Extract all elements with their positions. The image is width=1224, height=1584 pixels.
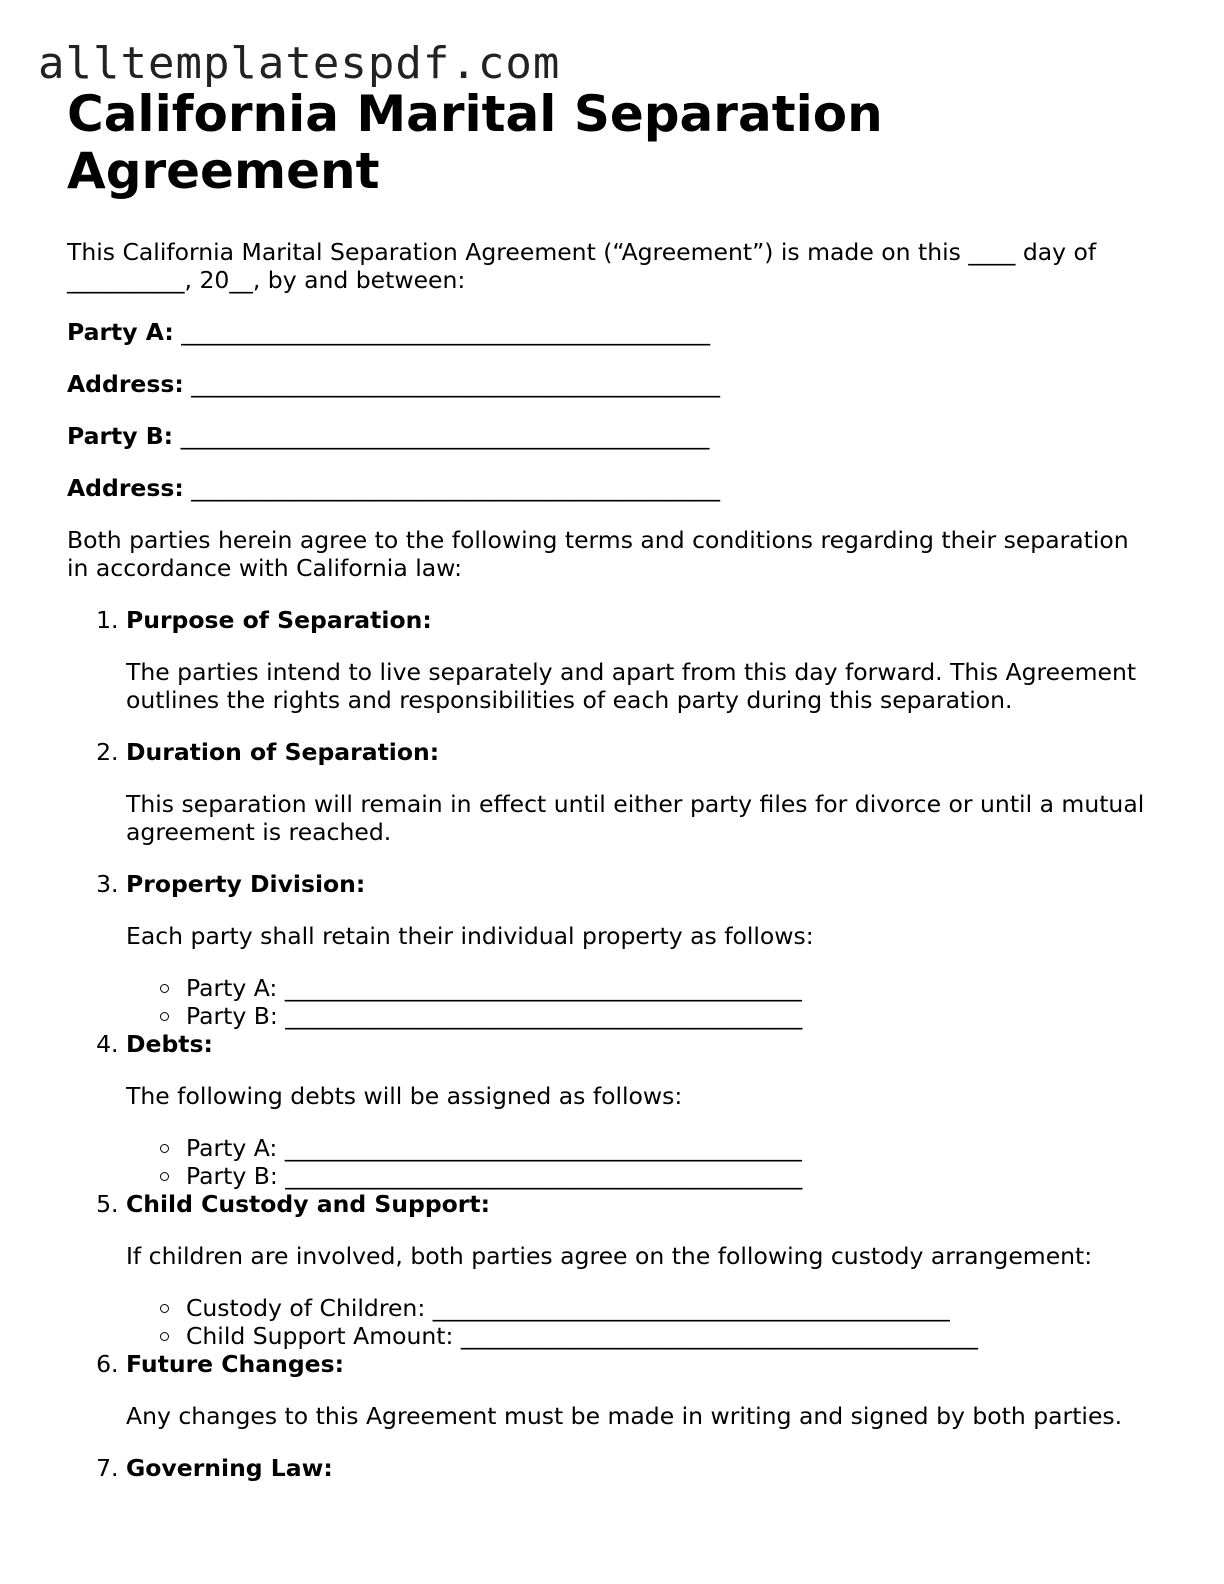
- section-title: 4. Debts:: [126, 1030, 213, 1058]
- section-title: 6. Future Changes:: [126, 1350, 344, 1378]
- section-property-division: [126, 870, 1157, 1030]
- section-body: This separation will remain in effect until either party files for divorce or until a mutual agreement is reached.: [126, 790, 1145, 846]
- section-duration: [126, 738, 1157, 846]
- sections-list: [67, 606, 1157, 1482]
- document: [67, 86, 1157, 1506]
- section-body: Any changes to this Agreement must be made in writing and signed by both parties.: [126, 1402, 1123, 1430]
- section-governing-law: [126, 1454, 1157, 1482]
- section-title: 2. Duration of Separation:: [126, 738, 440, 766]
- party-b-field: [67, 422, 1157, 450]
- list-item: Child Support Amount: ____________________________________________: [186, 1322, 1157, 1350]
- section-body: The following debts will be assigned as follows:: [126, 1082, 683, 1110]
- section-body: If children are involved, both parties agree on the following custody arrangement:: [126, 1242, 1093, 1270]
- party-a-field: [67, 318, 1157, 346]
- list-item: Party A: ____________________________________________: [186, 974, 1157, 1002]
- party-a-address-field: [67, 370, 1157, 398]
- section-child-custody: [126, 1190, 1157, 1350]
- section-title: 1. Purpose of Separation:: [126, 606, 432, 634]
- party-b-address-label: Address:: [67, 474, 184, 502]
- section-debts: [126, 1030, 1157, 1190]
- section-title: 5. Child Custody and Support:: [126, 1190, 491, 1218]
- list-item: Party B: ____________________________________________: [186, 1162, 1157, 1190]
- section-title: 3. Property Division:: [126, 870, 366, 898]
- section-future-changes: [126, 1350, 1157, 1430]
- party-b-address-blank: _____________________________________________: [191, 474, 720, 502]
- watermark: alltemplatespdf.com: [38, 38, 561, 89]
- party-b-label: Party B:: [67, 422, 174, 450]
- agreement-terms-intro: Both parties herein agree to the following terms and conditions regarding their separation in accordance with California law:: [67, 526, 1129, 582]
- section-body: Each party shall retain their individual property as follows:: [126, 922, 814, 950]
- section-title: 7. Governing Law:: [126, 1454, 333, 1482]
- party-a-address-label: Address:: [67, 370, 184, 398]
- party-b-address-field: [67, 474, 1157, 502]
- section-purpose: [126, 606, 1157, 714]
- list-item: Party A: ____________________________________________: [186, 1134, 1157, 1162]
- section-body: The parties intend to live separately and apart from this day forward. This Agreement outlines the rights and responsibilities of each party during this separation.: [126, 658, 1137, 714]
- party-a-blank: _____________________________________________: [181, 318, 711, 346]
- debts-list: [126, 1134, 1157, 1190]
- party-b-blank: _____________________________________________: [180, 422, 710, 450]
- document-title: California Marital Separation Agreement: [67, 85, 883, 200]
- property-list: [126, 974, 1157, 1030]
- intro-paragraph: This California Marital Separation Agreement (“Agreement”) is made on this ____ day of __________, 20__, by and between:: [67, 238, 1097, 294]
- custody-list: [126, 1294, 1157, 1350]
- list-item: Custody of Children: ____________________________________________: [186, 1294, 1157, 1322]
- list-item: Party B: ____________________________________________: [186, 1002, 1157, 1030]
- party-a-address-blank: _____________________________________________: [191, 370, 720, 398]
- party-a-label: Party A:: [67, 318, 174, 346]
